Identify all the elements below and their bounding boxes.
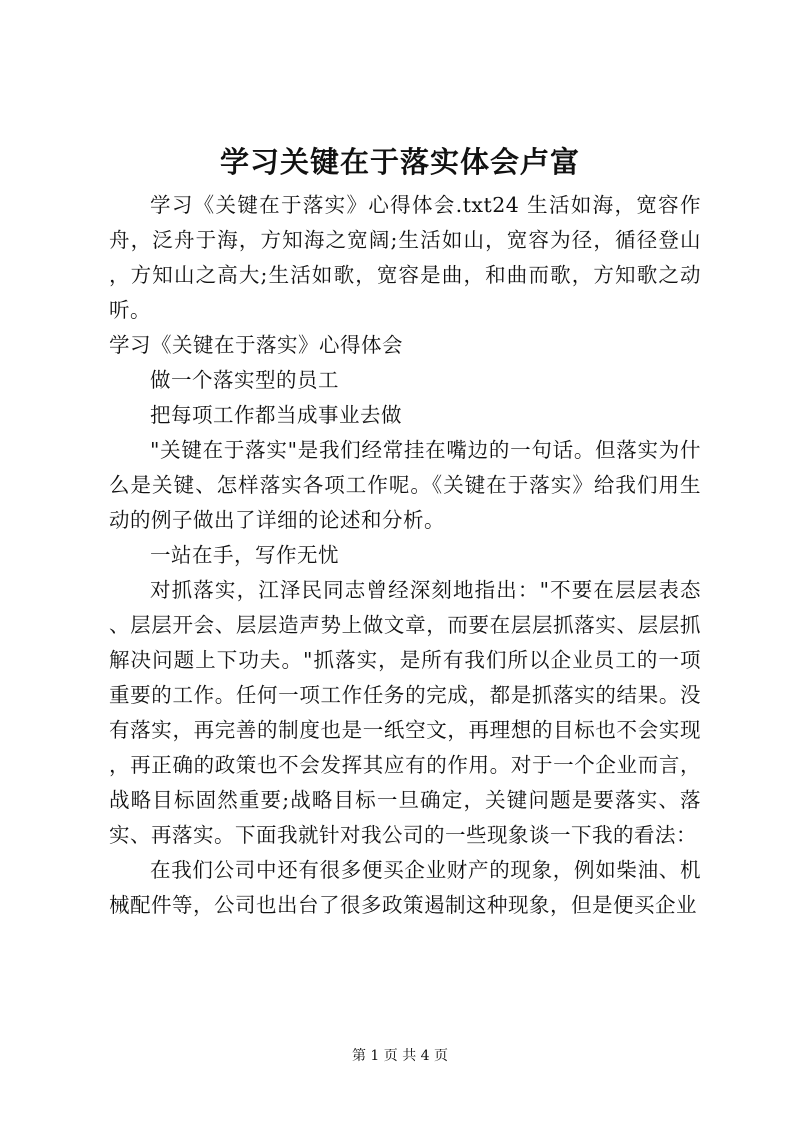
paragraph-slogan: 一站在手，写作无忧 [150, 543, 339, 567]
document-title: 学习关键在于落实体会卢富 [219, 145, 580, 179]
paragraph-jiang-quote: 对抓落实，江泽民同志曾经深刻地指出："不要在层层表态、层层开会、层层造声势上做文章，而要在层层抓落实、层层抓解决问题上下功夫。"抓落实，是所有我们所以企业员工的一项重要的工作。任何一项工作任务的完成，都是抓落实的结果。没有落实，再完善的制度也是一纸空文，再理想的目标也不会实现，再正确的政策也不会发挥其应有的作用。对于一个企业而言，战略目标固然重要;战略目标一旦确定，关键问题是要落实、落实、再落实。下面我就针对我公司的一些现象谈一下我的看法： [109, 578, 701, 847]
paragraph-heading-employee: 做一个落实型的员工 [150, 368, 339, 392]
paragraph-key-quote: "关键在于落实"是我们经常挂在嘴边的一句话。但落实为什么是关键、怎样落实各项工作呢。《关键在于落实》给我们用生动的例子做出了详细的论述和分析。 [109, 438, 701, 532]
paragraph-company-phenomenon: 在我们公司中还有很多便买企业财产的现象，例如柴油、机械配件等，公司也出台了很多政策遏制这种现象，但是便买企业 [109, 858, 701, 917]
page-footer: 第 1 页 共 4 页 [351, 1048, 449, 1064]
paragraph-subtitle: 学习《关键在于落实》心得体会 [109, 333, 403, 357]
paragraph-heading-career: 把每项工作都当成事业去做 [150, 403, 402, 427]
document-body [109, 188, 701, 923]
paragraph-intro: 学习《关键在于落实》心得体会.txt24 生活如海，宽容作舟，泛舟于海，方知海之宽阔;生活如山，宽容为径，循径登山，方知山之高大;生活如歌，宽容是曲，和曲而歌，方知歌之动听。 [109, 193, 701, 322]
